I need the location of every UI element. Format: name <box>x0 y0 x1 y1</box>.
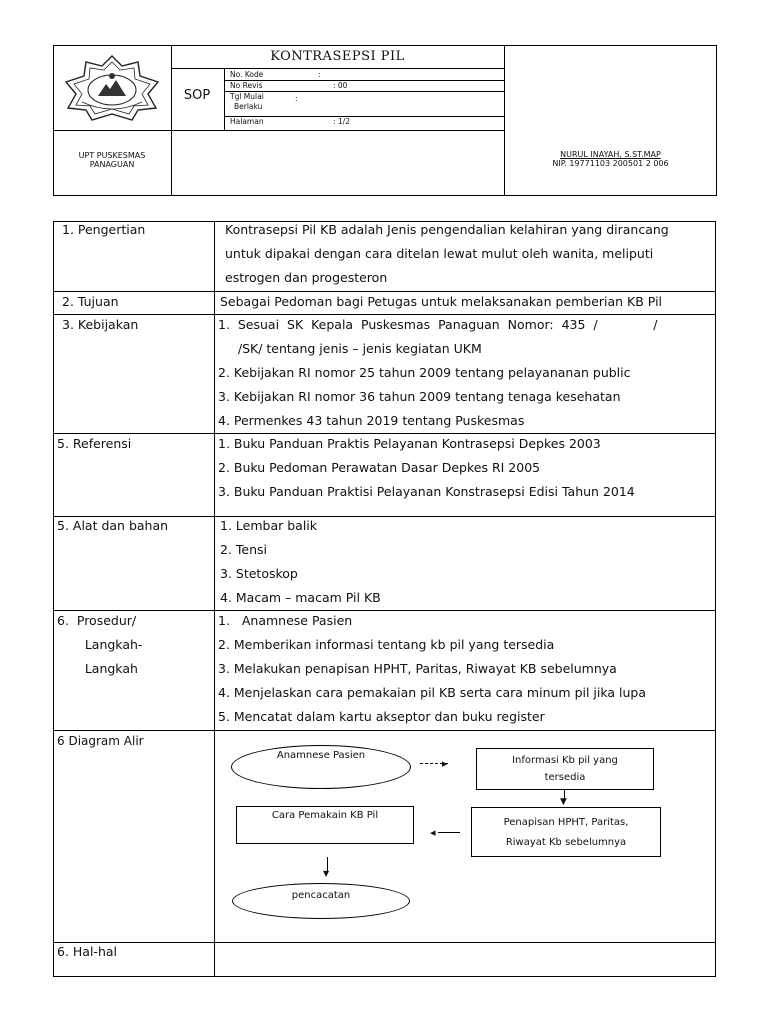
list-item: 3. Kebijakan RI nomor 36 tahun 2009 tentang tenaga kesehatan <box>218 389 621 404</box>
row-label-prosedur <box>57 609 142 681</box>
tujuan-text: Sebagai Pedoman bagi Petugas untuk melaksanakan pemberian KB Pil <box>220 294 663 309</box>
meta-divider <box>224 116 504 117</box>
flow-node-informasi <box>476 748 654 790</box>
list-item: 1. Anamnese Pasien <box>218 613 353 628</box>
list-item: 4. Menjelaskan cara pemakaian pil KB serta cara minum pil jika lupa <box>218 685 647 700</box>
list-item: 5. Mencatat dalam kartu akseptor dan buku register <box>218 709 545 724</box>
list-item: /SK/ tentang jenis – jenis kegiatan UKM <box>218 341 482 356</box>
meta-divider <box>224 91 504 92</box>
signer-name: NURUL INAYAH, S.ST.MAP <box>560 150 661 159</box>
label-line: Langkah- <box>57 637 143 652</box>
arrowhead-right-icon: ▸ <box>442 757 448 770</box>
list-item: 3. Stetoskop <box>220 566 298 581</box>
header-divider <box>171 130 504 131</box>
list-item: 4. Macam – macam Pil KB <box>220 590 381 605</box>
row-divider <box>53 730 716 731</box>
node-line: Penapisan HPHT, Paritas, <box>503 817 629 828</box>
arrowhead-down-icon: ▼ <box>560 797 567 807</box>
list-item: 2. Tensi <box>220 542 268 557</box>
meta-label: Tgl Mulai <box>230 92 264 101</box>
text-line: estrogen dan progesteron <box>225 270 388 285</box>
row-label-halhal: 6. Hal-hal <box>57 944 117 959</box>
flow-arrow-left <box>438 832 460 833</box>
meta-label: No. Kode <box>230 70 264 79</box>
text-line: Kontrasepsi Pil KB adalah Jenis pengendalian kelahiran yang dirancang <box>225 222 669 237</box>
document-title: KONTRASEPSI PIL <box>270 49 405 64</box>
row-label-referensi: 5. Referensi <box>57 436 132 451</box>
prosedur-list <box>218 609 646 729</box>
flow-node-pencacatan: pencacatan <box>232 883 410 919</box>
list-item: 2. Memberikan informasi tentang kb pil yang tersedia <box>218 637 555 652</box>
referensi-list <box>218 432 635 504</box>
node-line: Informasi Kb pil yang <box>512 755 618 766</box>
header-divider <box>224 68 225 130</box>
flow-node-penapisan <box>471 807 661 857</box>
flow-node-anamnese: Anamnese Pasien <box>231 745 411 789</box>
signer-block <box>504 150 717 168</box>
org-name <box>53 151 171 169</box>
row-label-kebijakan: 3. Kebijakan <box>62 317 139 332</box>
row-label-tujuan: 2. Tujuan <box>62 294 119 309</box>
list-item: 1. Buku Panduan Praktis Pelayanan Kontrasepsi Depkes 2003 <box>218 436 601 451</box>
row-divider <box>53 942 716 943</box>
row-label-diagram: 6 Diagram Alir <box>57 734 144 748</box>
alat-list <box>220 514 381 610</box>
list-item: 3. Melakukan penapisan HPHT, Paritas, Riwayat KB sebelumnya <box>218 661 617 676</box>
puskesmas-logo <box>58 52 166 124</box>
list-item: 2. Kebijakan RI nomor 25 tahun 2009 tentang pelayananan public <box>218 365 631 380</box>
meta-label: Berlaku <box>234 102 263 111</box>
list-item: 1. Sesuai SK Kepala Puskesmas Panaguan Nomor: 435 / / <box>218 317 658 332</box>
arrowhead-down-icon: ▼ <box>323 869 330 878</box>
sop-label: SOP <box>183 88 211 103</box>
meta-value: : 1/2 <box>333 117 350 126</box>
list-item: 4. Permenkes 43 tahun 2019 tentang Puskesmas <box>218 413 525 428</box>
table-column-divider <box>214 221 215 977</box>
list-item: 1. Lembar balik <box>220 518 317 533</box>
meta-value: : 00 <box>333 81 348 90</box>
meta-divider <box>224 80 504 81</box>
meta-value: : <box>318 70 321 79</box>
label-line: 6. Prosedur/ <box>57 613 137 628</box>
org-line: PANAGUAN <box>89 160 135 169</box>
org-line: UPT PUSKESMAS <box>78 151 146 160</box>
meta-value: : <box>295 94 298 103</box>
node-line: tersedia <box>544 772 586 783</box>
text-line: untuk dipakai dengan cara ditelan lewat mulut oleh wanita, meliputi <box>225 246 654 261</box>
node-line: Riwayat Kb sebelumnya <box>505 837 627 848</box>
label-line: Langkah <box>57 661 138 676</box>
row-label-alat: 5. Alat dan bahan <box>57 518 169 533</box>
pengertian-text <box>225 218 710 290</box>
meta-label: No Revis <box>230 81 263 90</box>
flow-node-cara: Cara Pemakain KB Pil <box>236 806 414 844</box>
signer-nip: NIP. 19771103 200501 2 006 <box>552 159 669 168</box>
list-item: 2. Buku Pedoman Perawatan Dasar Depkes RI 2005 <box>218 460 541 475</box>
header-divider <box>53 130 171 131</box>
arrowhead-left-icon: ◂ <box>430 826 436 839</box>
meta-label: Halaman <box>230 117 264 126</box>
header-divider <box>504 45 505 196</box>
header-divider <box>171 68 504 69</box>
kebijakan-list <box>218 313 712 433</box>
list-item: 3. Buku Panduan Praktisi Pelayanan Konstrasepsi Edisi Tahun 2014 <box>218 484 635 499</box>
row-label-pengertian: 1. Pengertian <box>62 222 146 237</box>
